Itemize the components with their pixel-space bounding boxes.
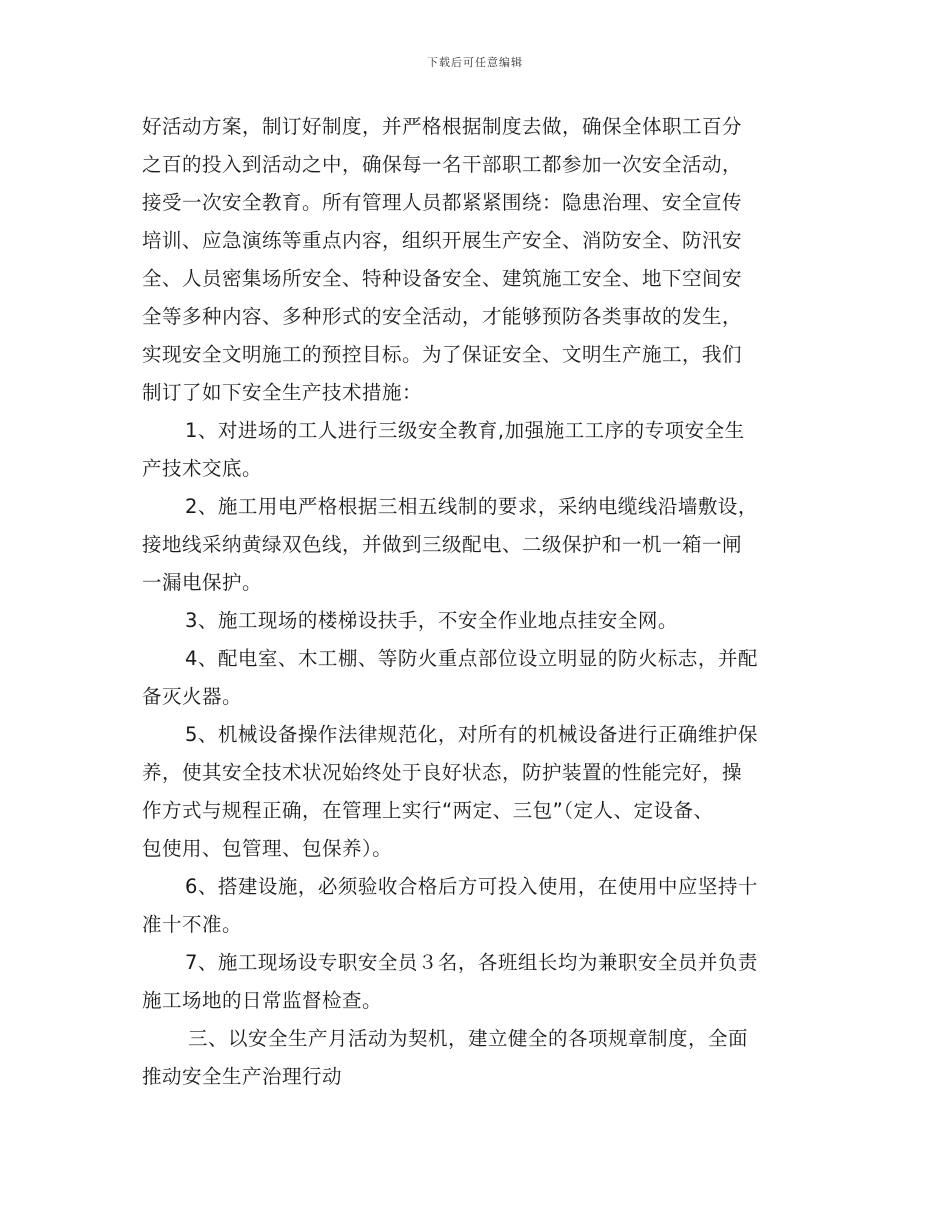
text-line: 推动安全生产治理行动 bbox=[142, 1065, 343, 1088]
text-line: 养，使其安全技术状况始终处于良好状态，防护装置的性能完好，操 bbox=[142, 761, 743, 784]
text-line: 准十不准。 bbox=[142, 913, 243, 936]
text-line: 产技术交底。 bbox=[142, 457, 263, 480]
text-line: 接受一次安全教育。所有管理人员都紧紧围绕：隐患治理、安全宣传 bbox=[142, 191, 743, 214]
text-line: 4、配电室、木工棚、等防火重点部位设立明显的防火标志，并配 bbox=[185, 647, 758, 670]
text-line: 2、施工用电严格根据三相五线制的要求，采纳电缆线沿墙敷设， bbox=[185, 495, 758, 518]
text-line: 实现安全文明施工的预控目标。为了保证安全、文明生产施工，我们 bbox=[142, 343, 743, 366]
text-line: 包使用、包管理、包保养）。 bbox=[142, 837, 393, 860]
text-line: 施工场地的日常监督检查。 bbox=[142, 989, 383, 1012]
text-line: 好活动方案，制订好制度，并严格根据制度去做，确保全体职工百分 bbox=[142, 115, 743, 138]
text-line: 之百的投入到活动之中，确保每一名干部职工都参加一次安全活动， bbox=[142, 153, 743, 176]
text-line: 3、施工现场的楼梯设扶手，不安全作业地点挂安全网。 bbox=[185, 609, 678, 632]
text-line: 接地线采纳黄绿双色线，并做到三级配电、二级保护和一机一箱一闸 bbox=[142, 533, 743, 556]
text-line: 备灭火器。 bbox=[142, 685, 243, 708]
text-line: 三、以安全生产月活动为契机，建立健全的各项规章制度，全面 bbox=[188, 1027, 749, 1050]
text-line: 全、人员密集场所安全、特种设备安全、建筑施工安全、地下空间安 bbox=[142, 267, 743, 290]
text-line: 培训、应急演练等重点内容，组织开展生产安全、消防安全、防汛安 bbox=[142, 229, 743, 252]
page-header: 下载后可任意编辑 bbox=[427, 56, 523, 69]
text-line: 5、机械设备操作法律规范化，对所有的机械设备进行正确维护保 bbox=[185, 723, 758, 746]
text-line: 6、搭建设施，必须验收合格后方可投入使用，在使用中应坚持十 bbox=[185, 875, 758, 898]
text-line: 一漏电保护。 bbox=[142, 571, 263, 594]
text-line: 作方式与规程正确，在管理上实行“两定、三包”（定人、定设备、 bbox=[142, 799, 714, 822]
text-line: 1、对进场的工人进行三级安全教育,加强施工工序的专项安全生 bbox=[185, 419, 745, 442]
text-line: 制订了如下安全生产技术措施： bbox=[142, 381, 423, 404]
text-line: 全等多种内容、多种形式的安全活动，才能够预防各类事故的发生， bbox=[142, 305, 743, 328]
text-line: 7、施工现场设专职安全员３名，各班组长均为兼职安全员并负责 bbox=[185, 951, 758, 974]
